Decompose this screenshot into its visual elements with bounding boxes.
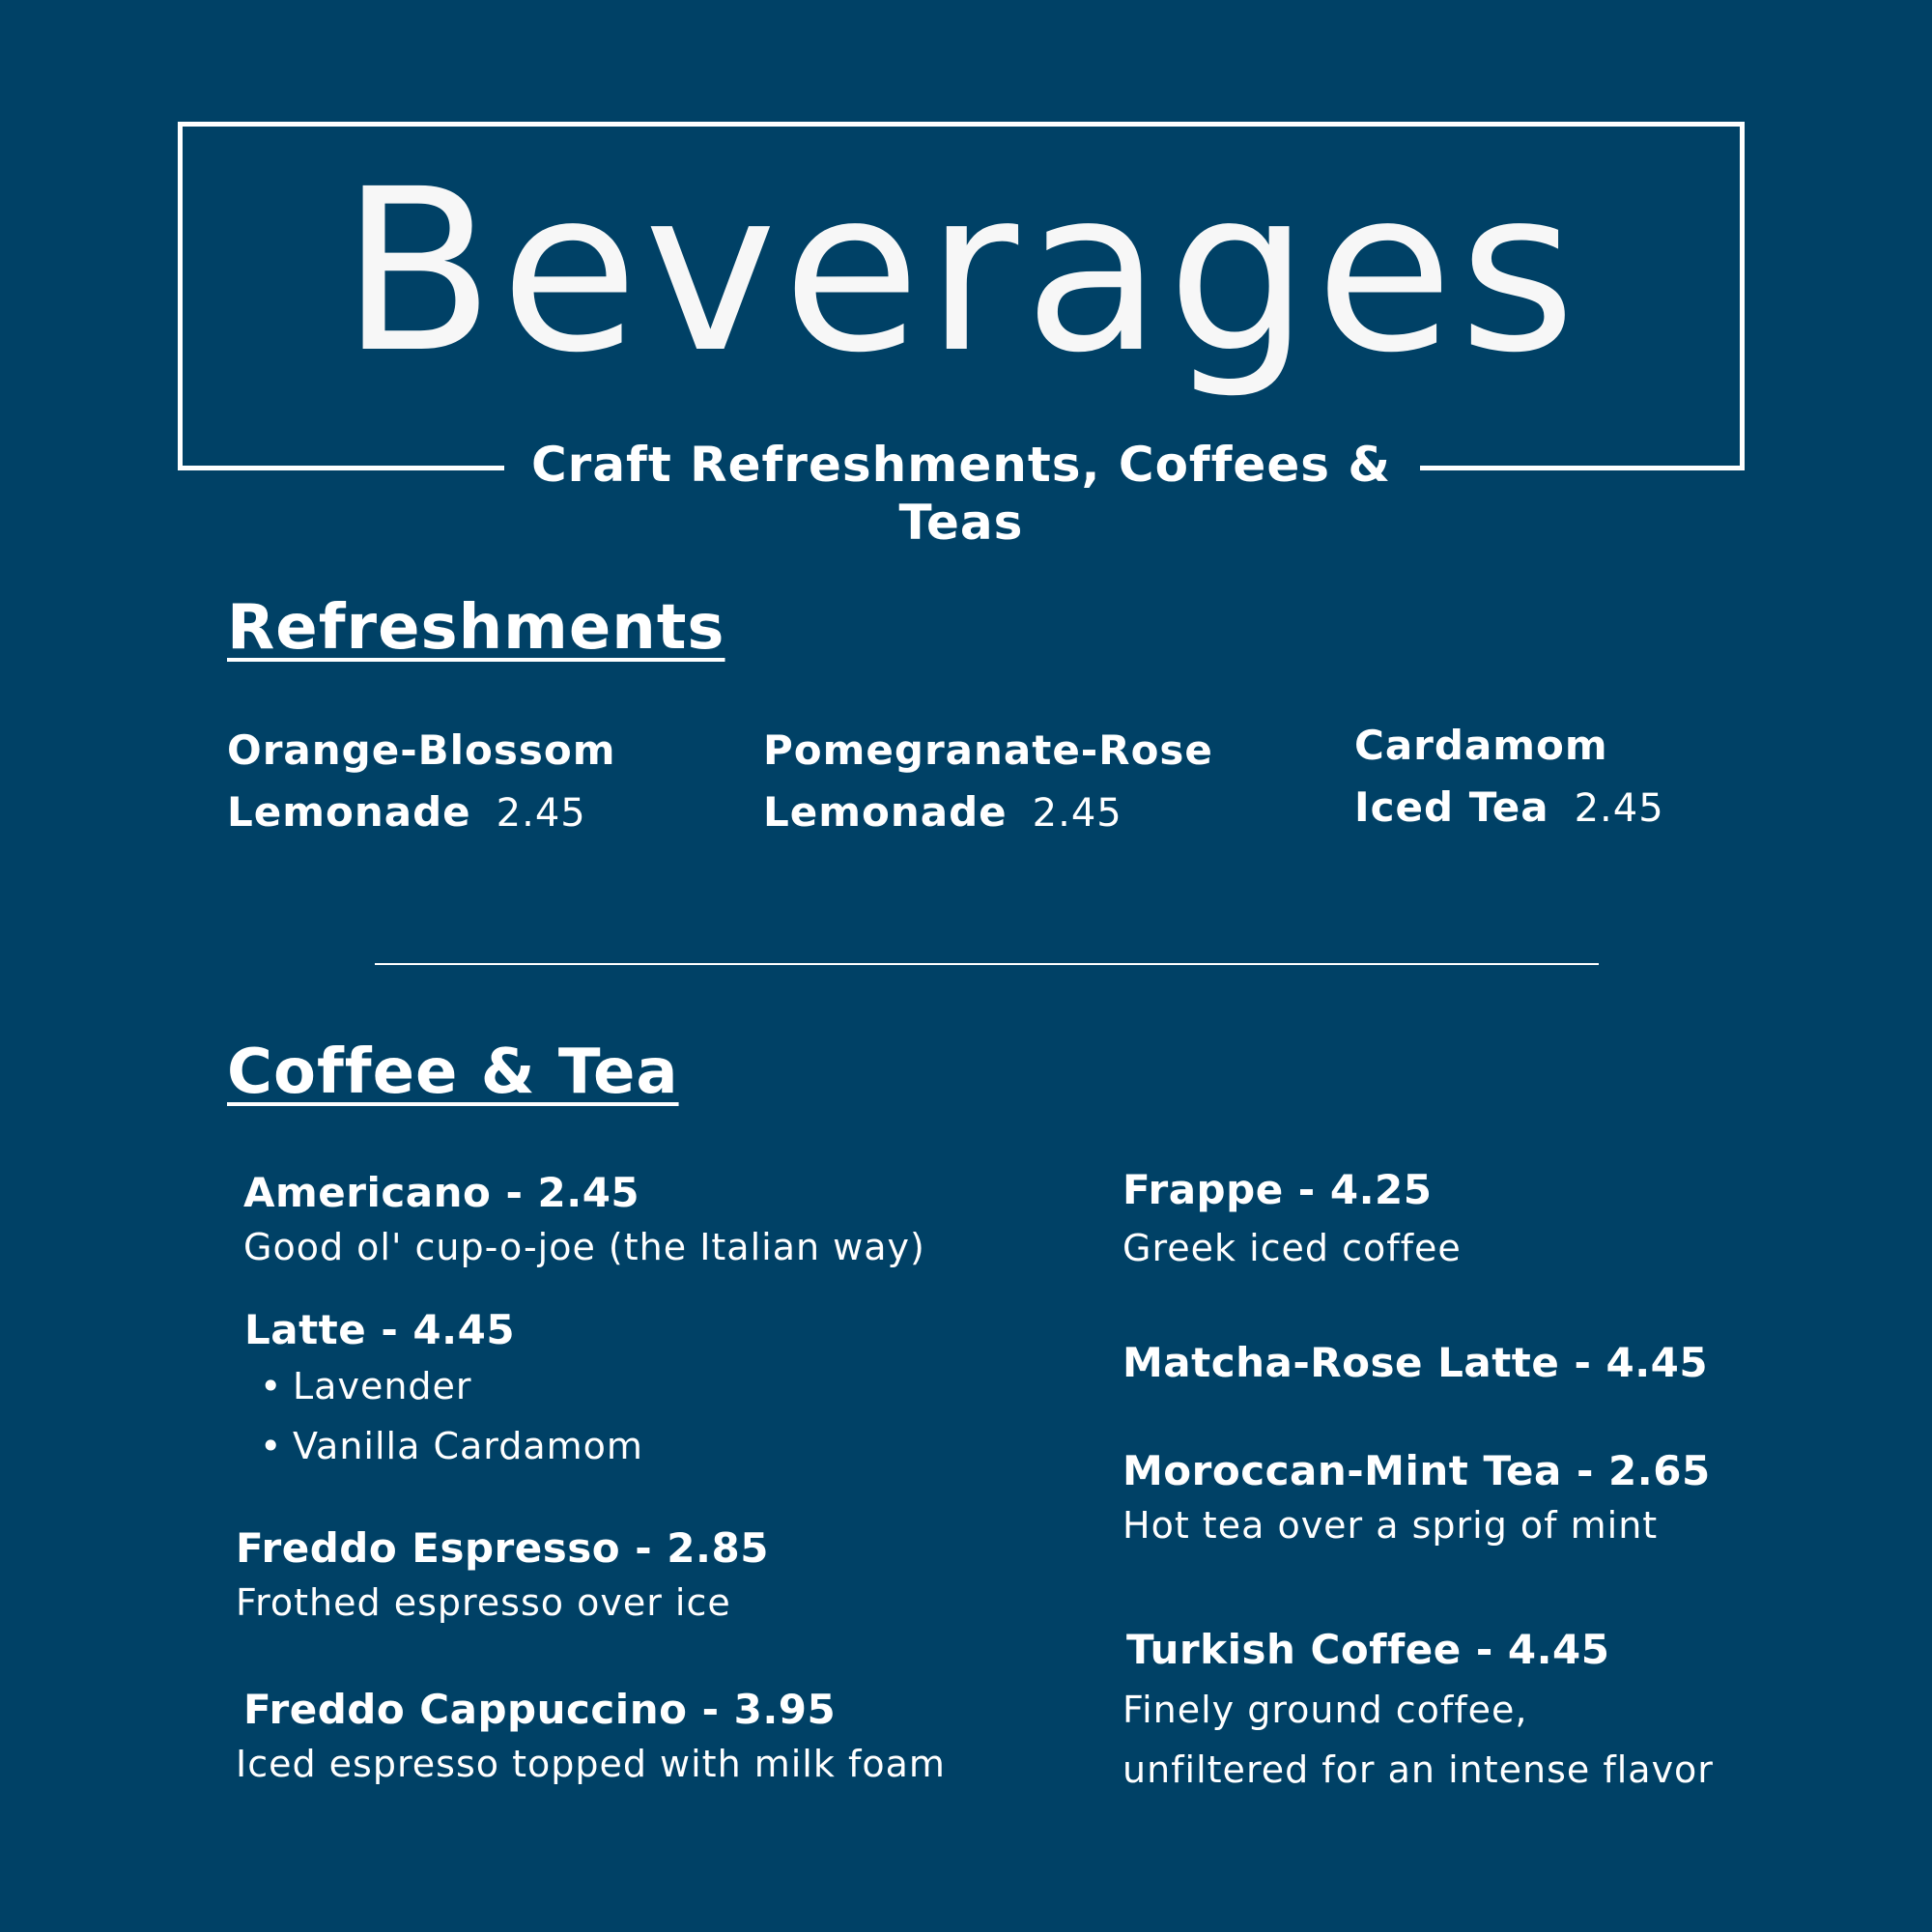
menu-subtitle: Craft Refreshments, Coffees & Teas bbox=[530, 437, 1392, 551]
refreshment-name-line2: Iced Tea bbox=[1354, 783, 1549, 831]
refreshment-item-cardamom-iced-tea bbox=[1354, 715, 1664, 839]
item-name: Latte - 4.45 bbox=[244, 1306, 516, 1353]
item-name: Americano - 2.45 bbox=[243, 1169, 640, 1216]
coffee-tea-heading: Coffee & Tea bbox=[227, 1037, 679, 1108]
bullet-icon: • bbox=[260, 1425, 283, 1468]
menu-item-frappe bbox=[1122, 1166, 1462, 1278]
section-divider bbox=[375, 963, 1599, 965]
latte-options-list bbox=[244, 1356, 643, 1476]
item-description: Good ol' cup-o-joe (the Italian way) bbox=[243, 1226, 925, 1269]
refreshment-price: 2.45 bbox=[1032, 791, 1122, 836]
refreshment-name-line1: Orange-Blossom bbox=[227, 726, 616, 774]
refreshment-item-pomegranate-rose-lemonade bbox=[763, 720, 1213, 844]
item-name: Moroccan-Mint Tea - 2.65 bbox=[1122, 1447, 1711, 1494]
refreshment-item-orange-blossom-lemonade bbox=[227, 720, 616, 844]
title-frame-rule-left bbox=[178, 466, 504, 470]
menu-item-moroccan-mint-tea bbox=[1122, 1447, 1711, 1555]
menu-item-freddo-espresso bbox=[236, 1524, 769, 1633]
refreshment-price: 2.45 bbox=[1574, 786, 1664, 831]
refreshments-heading: Refreshments bbox=[227, 592, 725, 664]
item-name: Matcha-Rose Latte - 4.45 bbox=[1122, 1339, 1709, 1386]
refreshment-name-line2: Lemonade bbox=[763, 788, 1008, 836]
list-item bbox=[260, 1416, 643, 1476]
item-description: Frothed espresso over ice bbox=[236, 1581, 731, 1625]
item-name: Turkish Coffee - 4.45 bbox=[1126, 1626, 1610, 1673]
item-description-line1: Finely ground coffee, bbox=[1122, 1689, 1528, 1732]
refreshment-price: 2.45 bbox=[496, 791, 586, 836]
option-label: Lavender bbox=[293, 1365, 472, 1408]
refreshment-name-line1: Pomegranate-Rose bbox=[763, 726, 1213, 774]
item-description: Iced espresso topped with milk foam bbox=[236, 1743, 946, 1786]
list-item bbox=[260, 1356, 643, 1416]
item-name: Freddo Espresso - 2.85 bbox=[236, 1524, 769, 1572]
menu-item-matcha-rose-latte bbox=[1122, 1339, 1708, 1387]
item-name: Frappe - 4.25 bbox=[1122, 1166, 1433, 1213]
menu-item-turkish-coffee bbox=[1122, 1626, 1714, 1800]
bullet-icon: • bbox=[260, 1365, 283, 1408]
item-name: Freddo Cappuccino - 3.95 bbox=[243, 1686, 837, 1733]
menu-title: Beverages bbox=[340, 141, 1582, 402]
option-label: Vanilla Cardamom bbox=[293, 1425, 643, 1468]
refreshment-name-line1: Cardamom bbox=[1354, 722, 1608, 769]
item-description: Hot tea over a sprig of mint bbox=[1122, 1504, 1659, 1548]
item-description-line2: unfiltered for an intense flavor bbox=[1122, 1748, 1714, 1792]
menu-item-americano bbox=[243, 1169, 925, 1277]
refreshment-name-line2: Lemonade bbox=[227, 788, 471, 836]
menu-item-freddo-cappuccino bbox=[236, 1686, 946, 1794]
title-frame-rule-right bbox=[1420, 466, 1745, 470]
item-description: Greek iced coffee bbox=[1122, 1227, 1462, 1270]
menu-item-latte bbox=[244, 1306, 643, 1476]
